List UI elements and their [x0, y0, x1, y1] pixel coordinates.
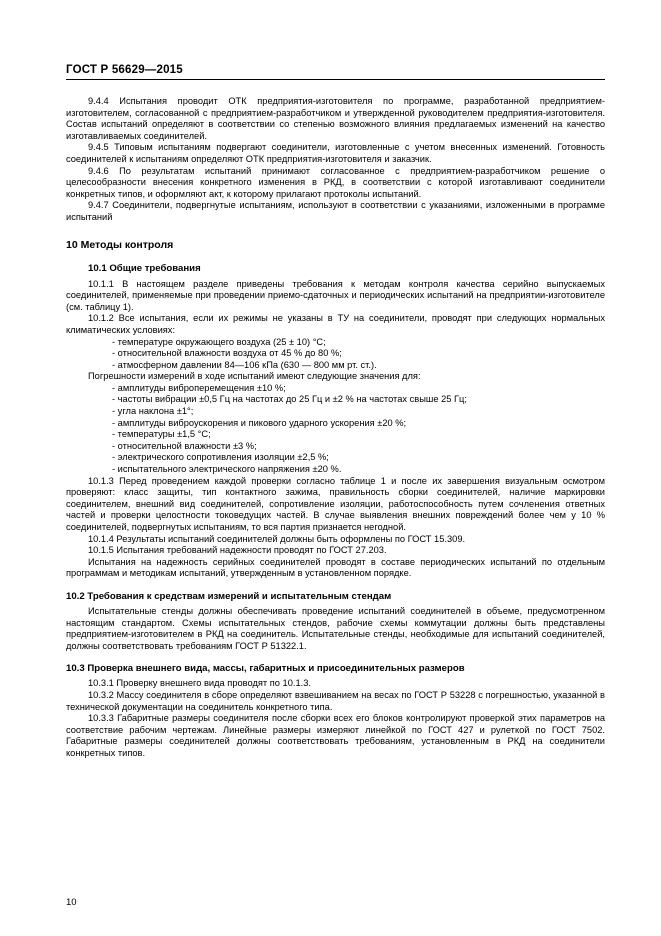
- paragraph-9-4-5: 9.4.5 Типовым испытаниям подвергают соединители, изготовленные с учетом внесенных изменений. Готовность соединителей к испытаниям определяют ОТК предприятия-изготовителя и заказчик.: [66, 142, 605, 164]
- subsection-title-10-1: 10.1 Общие требования: [88, 262, 201, 274]
- paragraph-9-4-6: 9.4.6 По результатам испытаний принимают согласованное с предприятием-разработчиком решение о целесообразности внесения конкретного изменения в РКД, в соответствии с которой изготавливают соединители конкретных типов, и оформляют акт, к которому прилагают протоколы испытаний.: [66, 165, 605, 199]
- list-item: - амплитуды виброперемещения ±10 %;: [112, 382, 286, 393]
- paragraph-10-1-3: 10.1.3 Перед проведением каждой проверки согласно таблице 1 и после их завершения визуальным осмотром проверяют: класс защиты, тип контактного зажима, правильность сборки соединителей, наличие маркировки соединителем, внешний вид соединителей, сопротивление изоляции, работоспособность путем сочленения ответных частей и проверки целостности токоведущих частей. В случае выявления внешних повреждений более чем у 10 % соединителей, подвергнутых испытаниям, то вся партия признается негодной.: [66, 475, 605, 532]
- paragraph-10-3-1: 10.3.1 Проверку внешнего вида проводят по 10.1.3.: [88, 678, 311, 689]
- list-item: - частоты вибрации ±0,5 Гц на частотах до 25 Гц и ±2 % на частотах свыше 25 Гц;: [112, 394, 467, 405]
- list-item: - относительной влажности ±3 %;: [112, 440, 257, 451]
- list-item: - угла наклона ±1°;: [112, 406, 194, 417]
- paragraph-10-2-body: Испытательные стенды должны обеспечивать проведение испытаний соединителей в объеме, предусмотренном настоящим стандартом. Схемы испытательных стендов, рабочие схемы коммутации должны быть представлены предприятием-изготовителем в РКД на соединитель. Испытательные стенды, необходимые для испытаний соединителей, должны соответствовать требованиям ГОСТ Р 51322.1.: [66, 605, 605, 651]
- paragraph-10-1-1: 10.1.1 В настоящем разделе приведены требования к методам контроля качества серийно выпускаемых соединителей, применяемые при проведении приемо-сдаточных и периодических испытаний на предприятии-изготовителе (см. таблицу 1).: [66, 278, 605, 312]
- list-item: - температуры ±1,5 °С;: [112, 429, 211, 440]
- paragraph-10-3-2: 10.3.2 Массу соединителя в сборе определяют взвешиванием на весах по ГОСТ Р 53228 с погрешностью, указанной в технической документации на соединитель конкретного типа.: [66, 689, 605, 712]
- paragraph-10-1-4: 10.1.4 Результаты испытаний соединителей должны быть оформлены по ГОСТ 15.309.: [88, 533, 466, 544]
- list-item: - электрического сопротивления изоляции ±2,5 %;: [112, 452, 329, 463]
- list-item: - относительной влажности воздуха от 45 % до 80 %;: [112, 348, 342, 359]
- paragraph-10-1-5: 10.1.5 Испытания требований надежности проводят по ГОСТ 27.203.: [88, 545, 387, 556]
- paragraph-10-1-2: 10.1.2 Все испытания, если их режимы не указаны в ТУ на соединители, проводят при следующих нормальных климатических условиях:: [66, 313, 605, 335]
- subsection-title-10-3: 10.3 Проверка внешнего вида, массы, габаритных и присоединительных размеров: [66, 663, 465, 675]
- paragraph-10-1-5-note: Испытания на надежность серийных соединителей проводят в составе периодических испытаний по отдельным программам и методикам испытаний, утвержденным в установленном порядке.: [66, 556, 605, 579]
- errors-lead-text: Погрешности измерений в ходе испытаний имеют следующие значения для:: [88, 371, 421, 382]
- list-item: - испытательного электрического напряжения ±20 %.: [112, 464, 342, 475]
- page-header: ГОСТ Р 56629—2015: [66, 64, 605, 80]
- list-item: - атмосферном давлении 84—106 кПа (630 — 800 мм рт. ст.).: [112, 359, 377, 370]
- list-item: - амплитуды виброускорения и пикового ударного ускорения ±20 %;: [112, 417, 407, 428]
- list-item: - температуре окружающего воздуха (25 ± 10) °С;: [112, 336, 326, 347]
- paragraph-10-3-3: 10.3.3 Габаритные размеры соединителя после сборки всех его блоков контролируют проверкой этих параметров на соответствие рабочим чертежам. Линейные размеры измеряют линейкой по ГОСТ 427 и рулеткой по ГОСТ 7502. Габаритные размеры соединителей должны соответствовать требованиям, установленным в РКД на соединители конкретных типов.: [66, 713, 605, 758]
- section-title-10: 10 Методы контроля: [66, 238, 174, 251]
- page-number: 10: [66, 897, 77, 908]
- subsection-title-10-2: 10.2 Требования к средствам измерений и испытательным стендам: [66, 590, 392, 602]
- paragraph-9-4-4: 9.4.4 Испытания проводит ОТК предприятия-изготовителя по программе, разработанной предприятием-изготовителем, согласованной с предприятием-разработчиком и утвержденной руководителем предприятия-изготовителя. Состав испытаний определяют в соответствии со степенью возможного влияния предлагаемых изменений на качество изготавливаемых соединителей.: [66, 96, 605, 141]
- paragraph-9-4-7: 9.4.7 Соединители, подвергнутые испытаниям, используют в соответствии с указаниями, изложенными в программе испытаний: [66, 200, 605, 222]
